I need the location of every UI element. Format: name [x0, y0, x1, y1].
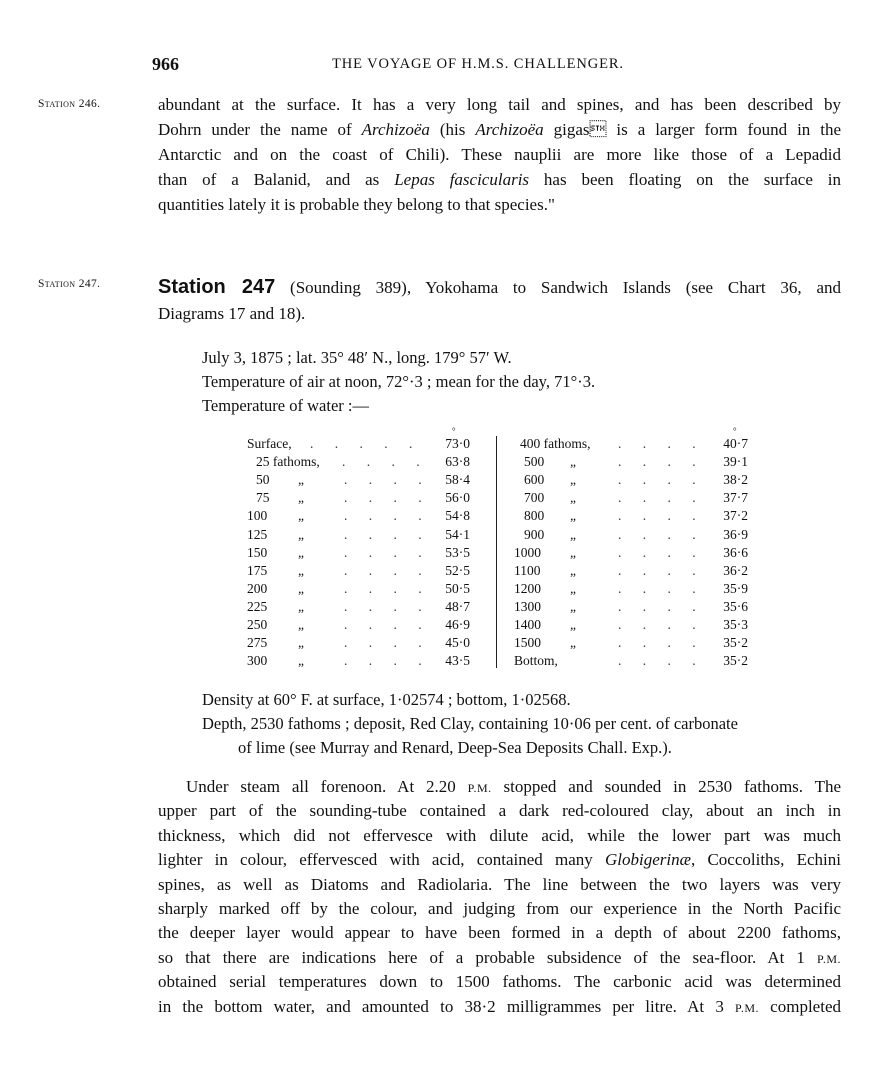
table-temperature: 35·2: [723, 653, 748, 669]
density-line: Density at 60° F. at surface, 1·02574 ; bottom, 1·02568.: [202, 690, 571, 709]
table-temperature: 48·7: [445, 598, 470, 614]
table-depth: 100: [247, 508, 268, 524]
narrative-line: sharply marked off by the colour, and judging from our experience in the North Pacific: [158, 898, 841, 918]
narrative-paragraph: [158, 775, 841, 1019]
table-temperature: 43·5: [445, 653, 470, 669]
table-temperature: 54·8: [445, 508, 470, 524]
depth-line: Depth, 2530 fathoms ; deposit, Red Clay, containing 10·06 per cent. of carbonate: [202, 714, 738, 733]
table-temperature: 36·6: [723, 544, 748, 560]
table-temperature: 45·0: [445, 635, 470, 651]
margin-note-station-246: Station 246.: [38, 98, 101, 110]
page-number: 966: [152, 54, 179, 74]
table-temperature: 37·7: [723, 490, 748, 506]
table-unit: „: [570, 598, 576, 614]
table-depth: 1300: [514, 598, 541, 614]
narrative-line: upper part of the sounding-tube contained a dark red-coloured clay, about an inch in: [158, 801, 841, 821]
degree-mark: °: [733, 426, 737, 436]
table-leader-dots: . . . .: [618, 454, 705, 470]
table-unit: „: [298, 617, 304, 632]
table-unit: „: [570, 580, 576, 596]
table-unit: „: [298, 472, 304, 488]
table-unit: „: [298, 580, 304, 596]
table-temperature: 58·4: [445, 472, 470, 488]
table-depth: Bottom,: [514, 653, 558, 669]
table-leader-dots: . . . .: [344, 580, 431, 596]
margin-note-station-247: Station 247.: [38, 278, 101, 290]
table-depth: 275: [247, 635, 268, 651]
table-temperature: 38·2: [723, 472, 748, 488]
table-temperature: 54·1: [445, 526, 470, 542]
narrative-line: the deeper layer would appear to have been formed in a depth of about 2200 fathoms,: [158, 923, 841, 943]
table-unit: „: [570, 617, 576, 632]
table-temperature: 56·0: [445, 490, 470, 506]
table-leader-dots: . . . .: [344, 653, 431, 669]
table-temperature: 63·8: [445, 454, 470, 470]
table-leader-dots: . . . .: [618, 490, 705, 506]
table-leader-dots: . . . .: [344, 544, 431, 560]
table-temperature: 35·6: [723, 598, 748, 614]
table-unit: „: [570, 635, 576, 651]
table-leader-dots: . . . .: [618, 617, 705, 632]
intro-line: Antarctic and on the coast of Chili). These nauplii are more like those of a Lepadid: [158, 145, 841, 164]
table-depth: 25 fathoms,: [256, 454, 320, 470]
table-unit: „: [570, 472, 576, 488]
table-leader-dots: . . . .: [618, 544, 705, 560]
intro-line: Dohrn under the name of Archizoëa (his Archizoëa gigas is a larger form found in the: [158, 120, 842, 139]
table-leader-dots: . . . .: [618, 436, 705, 451]
table-temperature: 35·2: [723, 635, 748, 651]
narrative-line: obtained serial temperatures down to 1500 fathoms. The carbonic acid was determined: [158, 972, 841, 992]
table-depth: 200: [247, 580, 268, 596]
table-leader-dots: . . . .: [344, 598, 431, 614]
date-position: July 3, 1875 ; lat. 35° 48′ N., long. 179° 57′ W.: [202, 348, 512, 367]
station-heading: [158, 274, 841, 327]
table-leader-dots: . . . .: [618, 598, 705, 614]
table-depth: 400 fathoms,: [520, 436, 591, 451]
table-unit: „: [298, 598, 304, 614]
table-temperature: 35·3: [723, 617, 748, 632]
table-unit: „: [570, 544, 576, 560]
table-temperature: 52·5: [445, 562, 470, 578]
table-unit: „: [298, 562, 304, 578]
table-leader-dots: . . . .: [344, 617, 431, 632]
table-depth: 1000: [514, 544, 541, 560]
air-temperature: Temperature of air at noon, 72°·3 ; mean for the day, 71°·3.: [202, 372, 596, 391]
water-temperature-label: Temperature of water :—: [202, 396, 369, 415]
station-title: Station 247: [158, 276, 276, 298]
table-depth: 175: [247, 562, 268, 578]
table-temperature: 53·5: [445, 544, 470, 560]
table-leader-dots: . . . .: [344, 490, 431, 506]
table-depth: 150: [247, 544, 268, 560]
table-depth: 1500: [514, 635, 541, 651]
station-heading-line2: Diagrams 17 and 18).: [158, 304, 306, 323]
table-depth: 225: [247, 598, 268, 614]
table-temperature: 36·2: [723, 562, 748, 578]
table-unit: „: [570, 454, 576, 470]
table-leader-dots: . . . .: [618, 653, 705, 669]
table-unit: „: [570, 490, 576, 506]
table-leader-dots: . . . .: [344, 508, 431, 524]
column-divider: [496, 436, 497, 668]
intro-line: abundant at the surface. It has a very long tail and spines, and has been described by: [158, 95, 841, 114]
table-temperature: 73·0: [445, 436, 470, 451]
table-unit: „: [298, 490, 304, 506]
table-leader-dots: . . . .: [344, 526, 431, 542]
intro-line: quantities lately it is probable they belong to that species.": [158, 195, 555, 214]
table-temperature: 40·7: [723, 436, 748, 451]
table-depth: 300: [247, 653, 268, 669]
table-depth: 75: [256, 490, 270, 506]
table-depth: 1200: [514, 580, 541, 596]
table-leader-dots: . . . .: [618, 472, 705, 488]
narrative-line: thickness, which did not effervesce with dilute acid, while the lower part was much: [158, 825, 841, 845]
table-unit: „: [298, 526, 304, 542]
running-title: THE VOYAGE OF H.M.S. CHALLENGER.: [332, 56, 624, 72]
station-heading-rest: (Sounding 389), Yokohama to Sandwich Islands (see Chart 36, and: [275, 278, 842, 297]
table-leader-dots: . . . .: [344, 472, 431, 488]
table-unit: „: [570, 526, 576, 542]
table-leader-dots: . . . .: [344, 562, 431, 578]
depth-line-2: of lime (see Murray and Renard, Deep-Sea Deposits Chall. Exp.).: [238, 738, 672, 757]
table-leader-dots: . . . .: [618, 580, 705, 596]
table-unit: „: [298, 653, 304, 669]
narrative-line: Under steam all forenoon. At 2.20 P.M. stopped and sounded in 2530 fathoms. The: [186, 777, 841, 796]
table-leader-dots: . . . . .: [310, 436, 422, 451]
narrative-line: lighter in colour, effervesced with acid, contained many Globigerinæ, Coccoliths, Echini: [158, 850, 841, 870]
table-temperature: 36·9: [723, 526, 748, 542]
table-leader-dots: . . . .: [618, 635, 705, 651]
table-depth: 1100: [514, 562, 541, 578]
table-unit: „: [570, 562, 576, 578]
table-leader-dots: . . . .: [344, 635, 431, 651]
table-unit: „: [298, 508, 304, 524]
table-depth: 700: [524, 490, 545, 506]
table-depth: Surface,: [247, 436, 292, 451]
narrative-line: spines, as well as Diatoms and Radiolaria. The line between the two layers was very: [158, 874, 841, 894]
degree-mark: °: [452, 426, 456, 436]
table-depth: 50: [256, 472, 270, 488]
table-depth: 250: [247, 617, 268, 632]
table-temperature: 35·9: [723, 580, 748, 596]
table-leader-dots: . . . .: [618, 526, 705, 542]
table-temperature: 46·9: [445, 617, 470, 632]
table-unit: „: [298, 635, 304, 651]
table-leader-dots: . . . .: [618, 562, 705, 578]
intro-line: than of a Balanid, and as Lepas fascicularis has been floating on the surface in: [158, 170, 841, 189]
narrative-line: in the bottom water, and amounted to 38·2 milligrammes per litre. At 3 P.M. completed: [158, 996, 841, 1016]
table-unit: „: [570, 508, 576, 524]
table-leader-dots: . . . .: [618, 508, 705, 524]
table-unit: „: [298, 544, 304, 560]
table-depth: 1400: [514, 617, 541, 632]
table-depth: 600: [524, 472, 545, 488]
table-depth: 800: [524, 508, 545, 524]
table-leader-dots: . . . .: [342, 454, 429, 470]
table-depth: 900: [524, 526, 545, 542]
table-temperature: 39·1: [723, 454, 748, 470]
table-depth: 500: [524, 454, 545, 470]
table-temperature: 50·5: [445, 580, 470, 596]
station-meta: [202, 346, 595, 418]
table-temperature: 37·2: [723, 508, 748, 524]
table-depth: 125: [247, 526, 268, 542]
intro-paragraph: [158, 92, 841, 217]
density-depth: [202, 688, 738, 760]
narrative-line: so that there are indications here of a probable subsidence of the sea-floor. At 1 P.M.: [158, 947, 841, 967]
